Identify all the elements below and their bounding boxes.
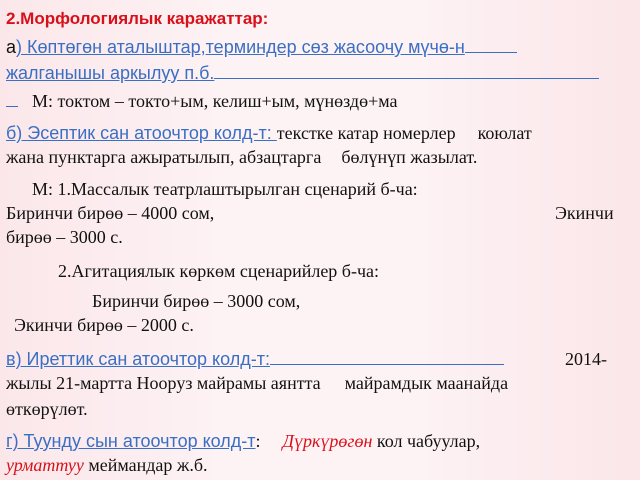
section-g-example-word-1: Дүркүрөгөн bbox=[282, 431, 373, 451]
section-b-text2b: бөлүнүп жазылат. bbox=[341, 147, 478, 167]
example-1-item-1: Биринчи бирөө – 4000 сом, bbox=[6, 203, 215, 223]
section-v-line2 bbox=[6, 372, 508, 394]
section-v-label: в) Иреттик сан атоочтор колд-т: bbox=[6, 349, 270, 369]
section-g-text1: кол чабуулар, bbox=[372, 431, 481, 451]
underline-filler bbox=[465, 38, 517, 53]
section-v-text2b: майрамдык маанайда bbox=[344, 373, 509, 393]
section-b-heading bbox=[6, 122, 532, 144]
page-title: 2.Морфологиялык каражаттар: bbox=[6, 9, 269, 28]
section-v-line3: өткөрүлөт. bbox=[6, 399, 88, 419]
section-g-example-word-2: урматтуу bbox=[6, 455, 84, 475]
section-a-example bbox=[6, 90, 398, 112]
section-a-example-text: М: токтом – токто+ым, келиш+ым, мүнөздө+ма bbox=[32, 91, 398, 111]
section-a-label: ) Көптөгөн аталыштар,терминдер сөз жасоочу мүчө-н bbox=[16, 37, 465, 57]
section-b-text2: жана пунктарга ажыратылып, абзацтарга bbox=[6, 147, 322, 167]
section-a-heading bbox=[6, 36, 517, 58]
example-1-item-2-end: бирөө – 3000 с. bbox=[6, 227, 123, 247]
section-b-label: б) Эсептик сан атоочтор колд-т: bbox=[6, 123, 277, 143]
example-2-item-2: Экинчи бирөө – 2000 с. bbox=[14, 315, 194, 335]
underline-filler bbox=[270, 350, 504, 365]
section-g-text2: меймандар ж.б. bbox=[83, 455, 208, 475]
example-2-item-1: Биринчи бирөө – 3000 сом, bbox=[92, 291, 301, 311]
section-g-heading bbox=[6, 430, 480, 452]
section-a-label-continued: жалганышы аркылуу п.б. bbox=[6, 63, 215, 83]
underline-filler bbox=[6, 92, 18, 107]
section-a-letter: а bbox=[6, 37, 17, 57]
section-g-line2 bbox=[6, 454, 208, 476]
section-a-label-line2 bbox=[6, 62, 634, 84]
section-b-text1: текстке катар номерлер bbox=[276, 123, 456, 143]
section-g-label: г) Туунду сын атоочтор колд-т bbox=[6, 431, 256, 451]
section-b-text1b: коюлат bbox=[477, 123, 532, 143]
section-v-heading bbox=[6, 348, 504, 370]
section-v-text1: 2014- bbox=[565, 349, 607, 369]
example-1-item-2-start: Экинчи bbox=[555, 203, 614, 223]
section-b-line2 bbox=[6, 146, 477, 168]
section-g-colon: : bbox=[255, 431, 261, 451]
section-v-text2a: жылы 21-мартта Нооруз майрамы аянтта bbox=[6, 373, 321, 393]
example-2-title: 2.Агитациялык көркөм сценарийлер б-ча: bbox=[58, 261, 380, 281]
underline-filler bbox=[214, 64, 599, 79]
example-1-title: М: 1.Массалык театрлаштырылган сценарий б-ча: bbox=[32, 179, 418, 199]
